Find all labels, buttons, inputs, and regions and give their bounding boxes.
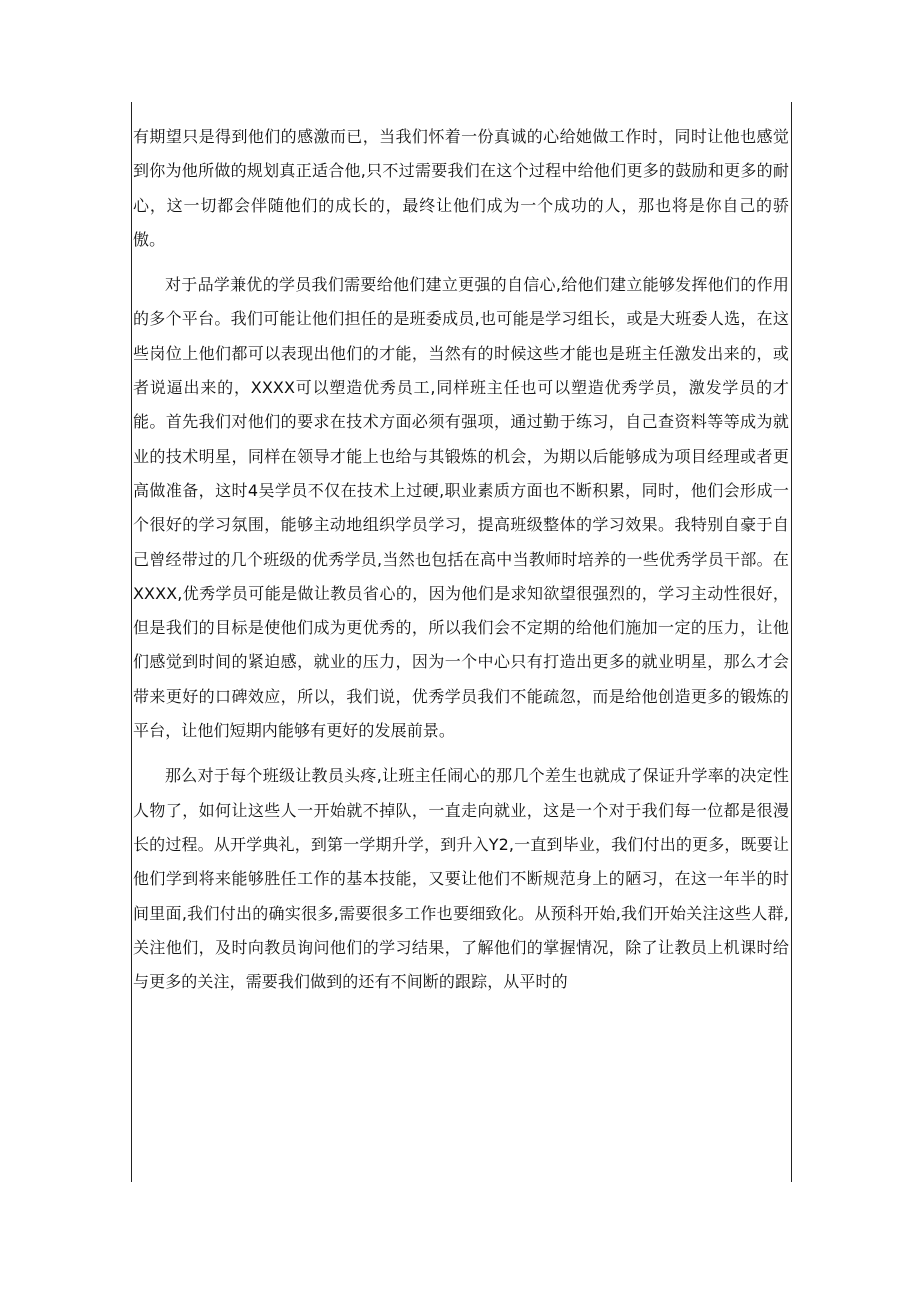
document-body xyxy=(133,120,789,999)
left-border-line xyxy=(131,102,132,1182)
paragraph-1: 有期望只是得到他们的感激而已，当我们怀着一份真诚的心给她做工作时，同时让他也感觉到你为他所做的规划真正适合他,只不过需要我们在这个过程中给他们更多的鼓励和更多的耐心，这一切都会伴随他们的成长的，最终让他们成为一个成功的人，那也将是你自己的骄傲。 xyxy=(133,127,789,249)
right-border-line xyxy=(791,102,792,1182)
paragraph-3: 那么对于每个班级让教员头疼,让班主任闹心的那几个差生也就成了保证升学率的决定性人物了，如何让这些人一开始就不掉队，一直走向就业，这是一个对于我们每一位都是很漫长的过程。从开学典礼，到第一学期升学，到升入Y2,一直到毕业，我们付出的更多，既要让他们学到将来能够胜任工作的基本技能，又要让他们不断规范身上的陋习，在这一年半的时间里面,我们付出的确实很多,需要很多工作也要细致化。从预科开始,我们开始关注这些人群,关注他们，及时向教员询问他们的学习结果，了解他们的掌握情况，除了让教员上机课时给与更多的关注，需要我们做到的还有不间断的跟踪，从平时的 xyxy=(133,766,789,992)
paragraph-2: 对于品学兼优的学员我们需要给他们建立更强的自信心,给他们建立能够发挥他们的作用的多个平台。我们可能让他们担任的是班委成员,也可能是学习组长，或是大班委人选，在这些岗位上他们都可以表现出他们的才能，当然有的时候这些才能也是班主任激发出来的，或者说逼出来的，XXXX可以塑造优秀员工,同样班主任也可以塑造优秀学员，激发学员的才能。首先我们对他们的要求在技术方面必须有强项，通过勤于练习，自己查资料等等成为就业的技术明星，同样在领导才能上也给与其锻炼的机会，为期以后能够成为项目经理或者更高做准备，这时4吴学员不仅在技术上过硬,职业素质方面也不断积累，同时，他们会形成一个很好的学习氛围，能够主动地组织学员学习，提高班级整体的学习效果。我特别自豪于自己曾经带过的几个班级的优秀学员,当然也包括在高中当教师时培养的一些优秀学员干部。在XXXX,优秀学员可能是做让教员省心的，因为他们是求知欲望很强烈的，学习主动性很好，但是我们的目标是使他们成为更优秀的，所以我们会不定期的给他们施加一定的压力，让他们感觉到时间的紧迫感，就业的压力，因为一个中心只有打造出更多的就业明星，那么才会带来更好的口碑效应，所以，我们说，优秀学员我们不能疏忽，而是给他创造更多的锻炼的平台，让他们短期内能够有更好的发展前景。 xyxy=(133,275,789,741)
